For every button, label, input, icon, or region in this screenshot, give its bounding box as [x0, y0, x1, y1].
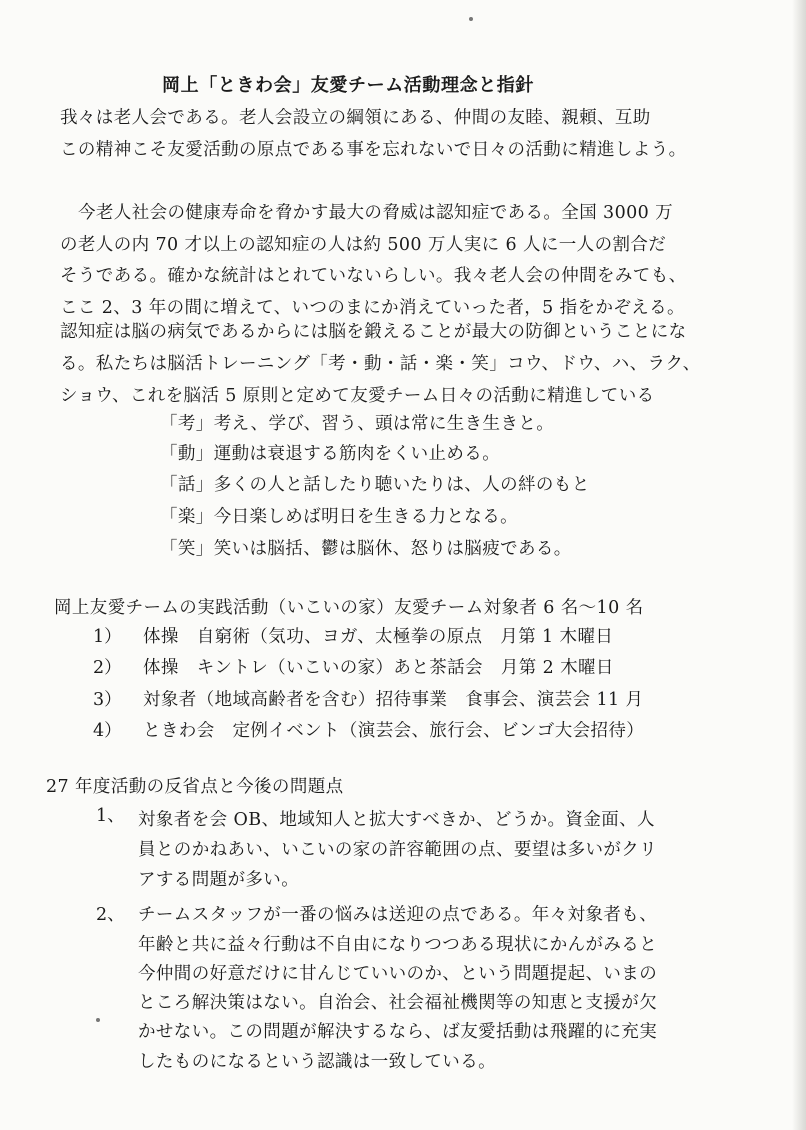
review-line: アする問題が多い。 [138, 870, 300, 890]
review-heading: 27 年度活動の反省点と今後の問題点 [46, 777, 344, 797]
activity-item: ときわ会 定例イベント（演芸会、旅行会、ビンゴ大会招待） [143, 721, 645, 741]
body-line: る。私たちは脳活トレーニング「考・動・話・楽・笑」コウ、ドウ、ハ、ラク、 [60, 354, 701, 374]
body-line: そうである。確かな統計はとれていないらしい。我々老人会の仲間をみても、 [60, 266, 687, 286]
activity-item: 体操 自窮術（気功、ヨガ、太極拳の原点 月第 1 木曜日 [143, 627, 614, 647]
review-line: チームスタッフが一番の悩みは送迎の点である。年々対象者も、 [138, 905, 658, 925]
intro-line: この精神こそ友愛活動の原点である事を忘れないで日々の活動に精進しよう。 [60, 140, 687, 160]
scan-speck [96, 1018, 100, 1022]
review-number: 2、 [96, 905, 125, 925]
body-line: の老人の内 70 才以上の認知症の人は約 500 万人実に 6 人に一人の割合だ [60, 235, 667, 255]
activity-number: 3） [93, 690, 122, 710]
principle-item: 「動」運動は衰退する筋肉をくい止める。 [160, 444, 501, 464]
intro-line: 我々は老人会である。老人会設立の綱領にある、仲間の友睦、親頼、互助 [60, 108, 651, 128]
review-line: したものになるという認識は一致している。 [138, 1052, 496, 1072]
review-line: ところ解決策はない。自治会、社会福祉機関等の知恵と支援が欠 [138, 993, 658, 1013]
review-line: 対象者を会 OB、地域知人と拡大すべきか、どうか。資金面、人 [138, 810, 655, 830]
principle-item: 「考」考え、学び、習う、頭は常に生き生きと。 [160, 414, 555, 434]
scan-speck [469, 17, 473, 21]
body-line: 認知症は脳の病気であるからには脳を鍛えることが最大の防御ということにな [60, 322, 687, 342]
body-line: 今老人社会の健康寿命を脅かす最大の脅威は認知症である。全国 3000 万 [78, 203, 674, 223]
review-line: かせない。この問題が解決するなら、ば友愛括動は飛躍的に充実 [138, 1022, 658, 1042]
activity-item: 体操 キントレ（いこいの家）あと茶話会 月第 2 木曜日 [143, 658, 614, 678]
review-line: 年齢と共に益々行動は不自由になりつつある現状にかんがみると [138, 935, 658, 955]
principle-item: 「楽」今日楽しめば明日を生きる力となる。 [160, 507, 518, 527]
review-number: 1、 [96, 806, 125, 826]
review-line: 今仲間の好意だけに甘んじていいのか、という問題提起、いまの [138, 964, 658, 984]
body-line: ここ 2、3 年の間に増えて、いつのまにか消えていった者，5 指をかぞえる。 [60, 298, 685, 318]
activity-item: 対象者（地域高齢者を含む）招待事業 食事会、演芸会 11 月 [143, 690, 644, 710]
activity-number: 4） [93, 721, 122, 741]
review-line: 員とのかねあい、いこいの家の許容範囲の点、要望は多いがクリ [138, 840, 658, 860]
principle-item: 「笑」笑いは脳括、鬱は脳休、怒りは脳疲である。 [160, 539, 572, 559]
activity-number: 1） [93, 627, 122, 647]
page-edge-shadow [792, 0, 806, 1130]
activity-number: 2） [93, 658, 122, 678]
activities-heading: 岡上友愛チームの実践活動（いこいの家）友愛チーム対象者 6 名～10 名 [54, 598, 644, 618]
body-line: ショウ、これを脳活 5 原則と定めて友愛チーム日々の活動に精進している [60, 386, 655, 406]
document-title: 岡上「ときわ会」友愛チーム活動理念と指針 [162, 75, 534, 96]
principle-item: 「話」多くの人と話したり聴いたりは、人の絆のもと [160, 475, 590, 495]
